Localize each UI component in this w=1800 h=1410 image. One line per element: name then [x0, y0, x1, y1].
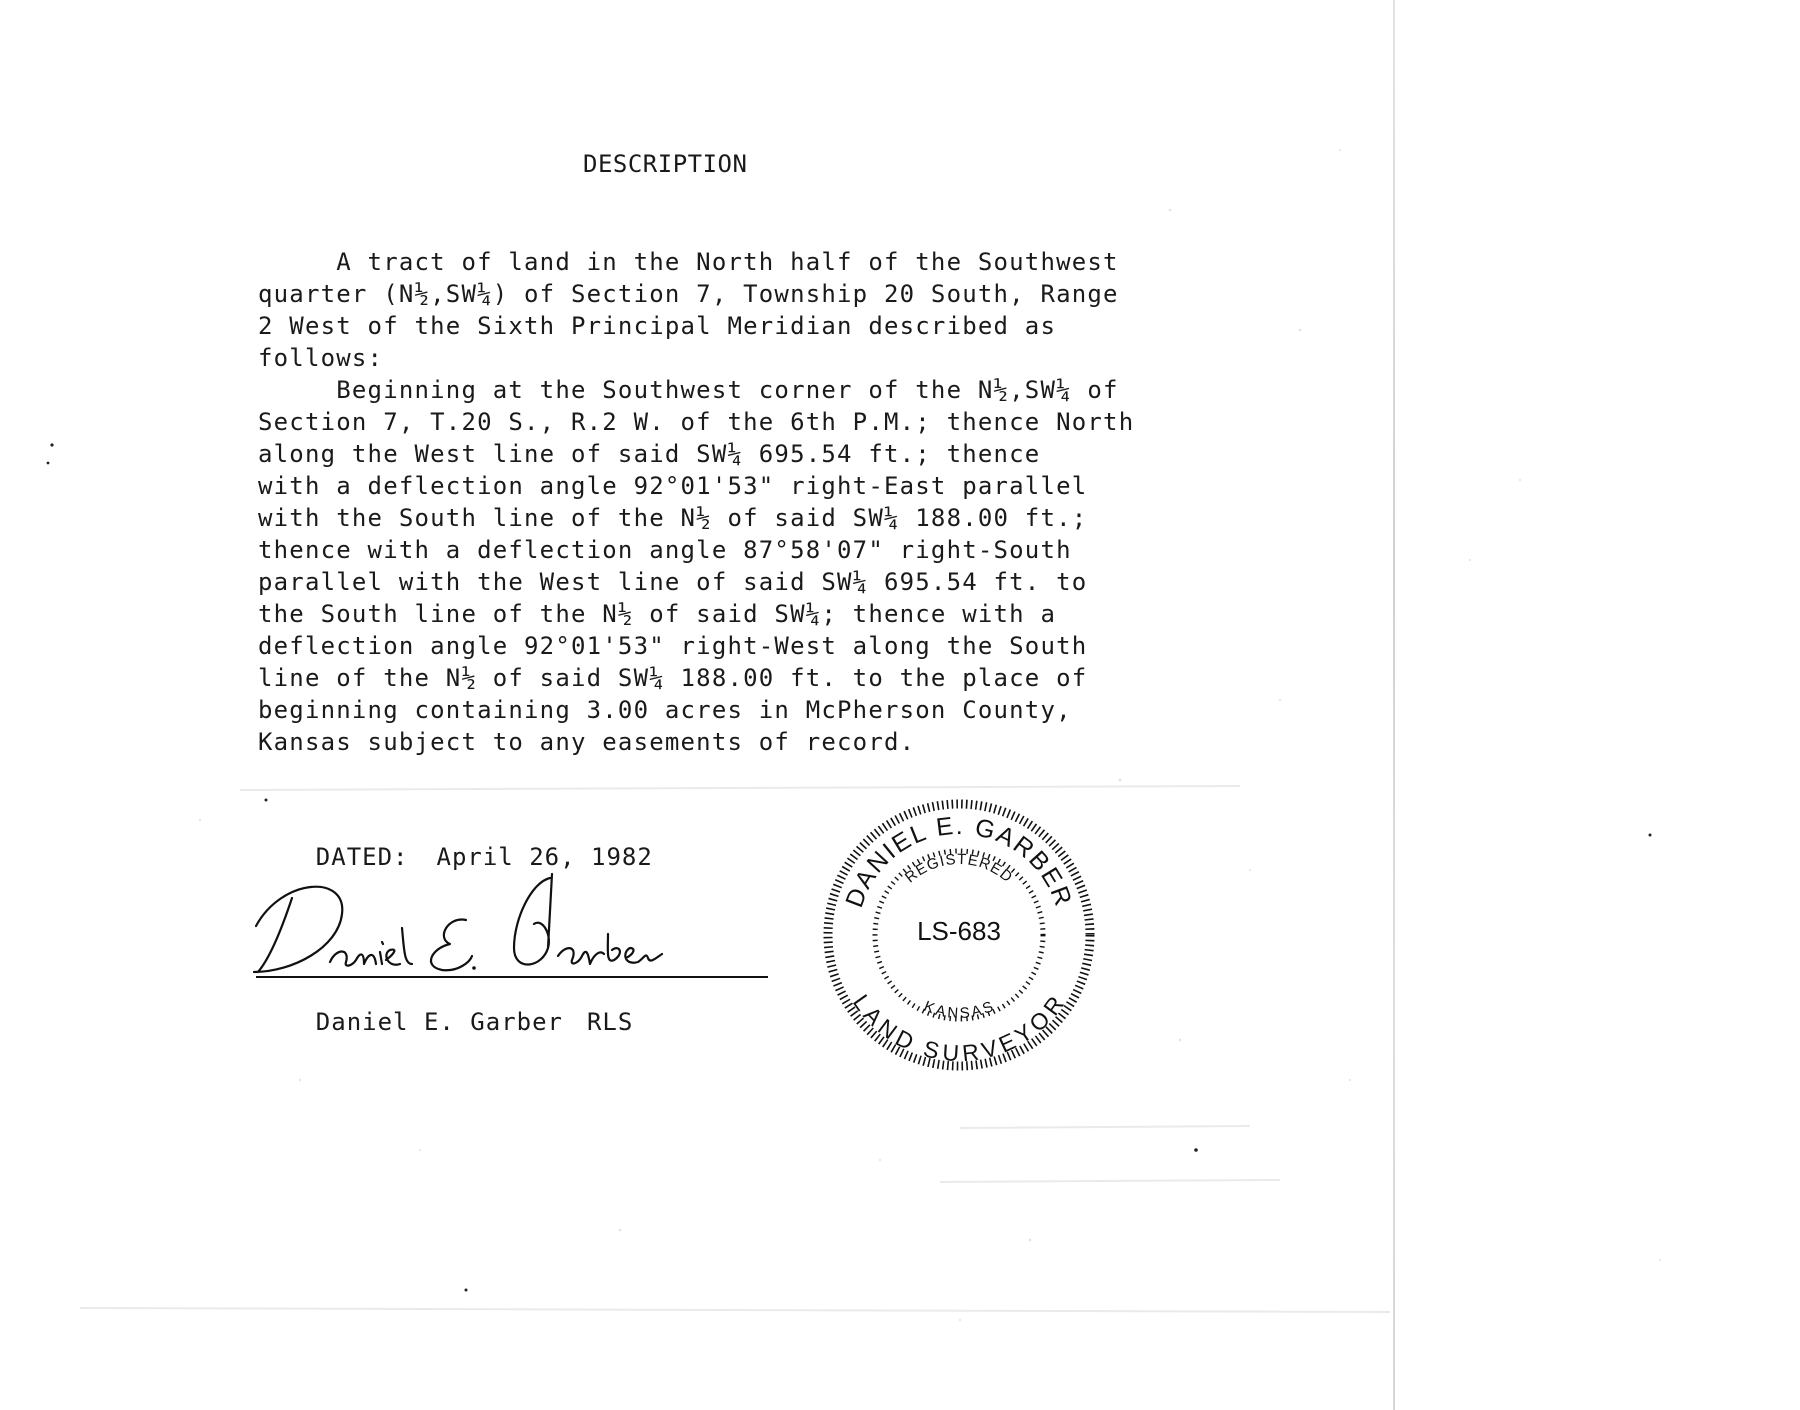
seal-license-number: LS-683	[917, 916, 1001, 946]
description-line: line of the N½ of said SW¼ 188.00 ft. to the place of	[258, 664, 1088, 692]
dated-value: April 26, 1982	[436, 843, 653, 871]
seal-outer-bottom-text: LAND SURVEYOR	[848, 989, 1070, 1067]
seal-outer-top-text: DANIEL E. GARBER	[840, 811, 1078, 912]
description-line: Beginning at the Southwest corner of the N½,SW¼ of	[258, 376, 1119, 404]
description-line: beginning containing 3.00 acres in McPherson County,	[258, 696, 1072, 724]
description-line: Kansas subject to any easements of record.	[258, 728, 916, 756]
description-line: Section 7, T.20 S., R.2 W. of the 6th P.M.; thence North	[258, 408, 1135, 436]
description-line: follows:	[258, 344, 384, 372]
description-line: along the West line of said SW¼ 695.54 ft.; thence	[258, 440, 1041, 468]
description-line: thence with a deflection angle 87°58'07" right-South	[258, 536, 1072, 564]
document-title: DESCRIPTION	[583, 150, 748, 178]
seal-inner-bottom-text: KANSAS	[921, 998, 997, 1023]
description-line: A tract of land in the North half of the Southwest	[258, 248, 1119, 276]
svg-text:KANSAS	[921, 998, 997, 1022]
page-fold-line	[1393, 0, 1395, 1410]
description-line: parallel with the West line of said SW¼ 695.54 ft. to	[258, 568, 1088, 596]
svg-text:LAND SURVEYOR	[848, 990, 1070, 1067]
signature-line	[256, 976, 768, 978]
description-line: with the South line of the N½ of said SW¼ 188.00 ft.;	[258, 504, 1088, 532]
signer-block	[254, 980, 633, 1064]
description-line: deflection angle 92°01'53" right-West along the South	[258, 632, 1088, 660]
handwritten-signature	[252, 868, 672, 980]
description-line: quarter (N½,SW¼) of Section 7, Township 20 South, Range	[258, 280, 1119, 308]
legal-description	[258, 246, 1208, 758]
surveyor-seal	[820, 796, 1098, 1074]
seal-inner-top-text: REGISTERED	[901, 850, 1017, 887]
signer-title: RLS	[586, 1008, 634, 1036]
svg-text:REGISTERED	[902, 851, 1016, 887]
dated-label: DATED:	[315, 843, 409, 871]
description-line: 2 West of the Sixth Principal Meridian described as	[258, 312, 1057, 340]
description-line: the South line of the N½ of said SW¼; thence with a	[258, 600, 1057, 628]
description-line: with a deflection angle 92°01'53" right-East parallel	[258, 472, 1088, 500]
signer-name: Daniel E. Garber	[315, 1008, 563, 1036]
